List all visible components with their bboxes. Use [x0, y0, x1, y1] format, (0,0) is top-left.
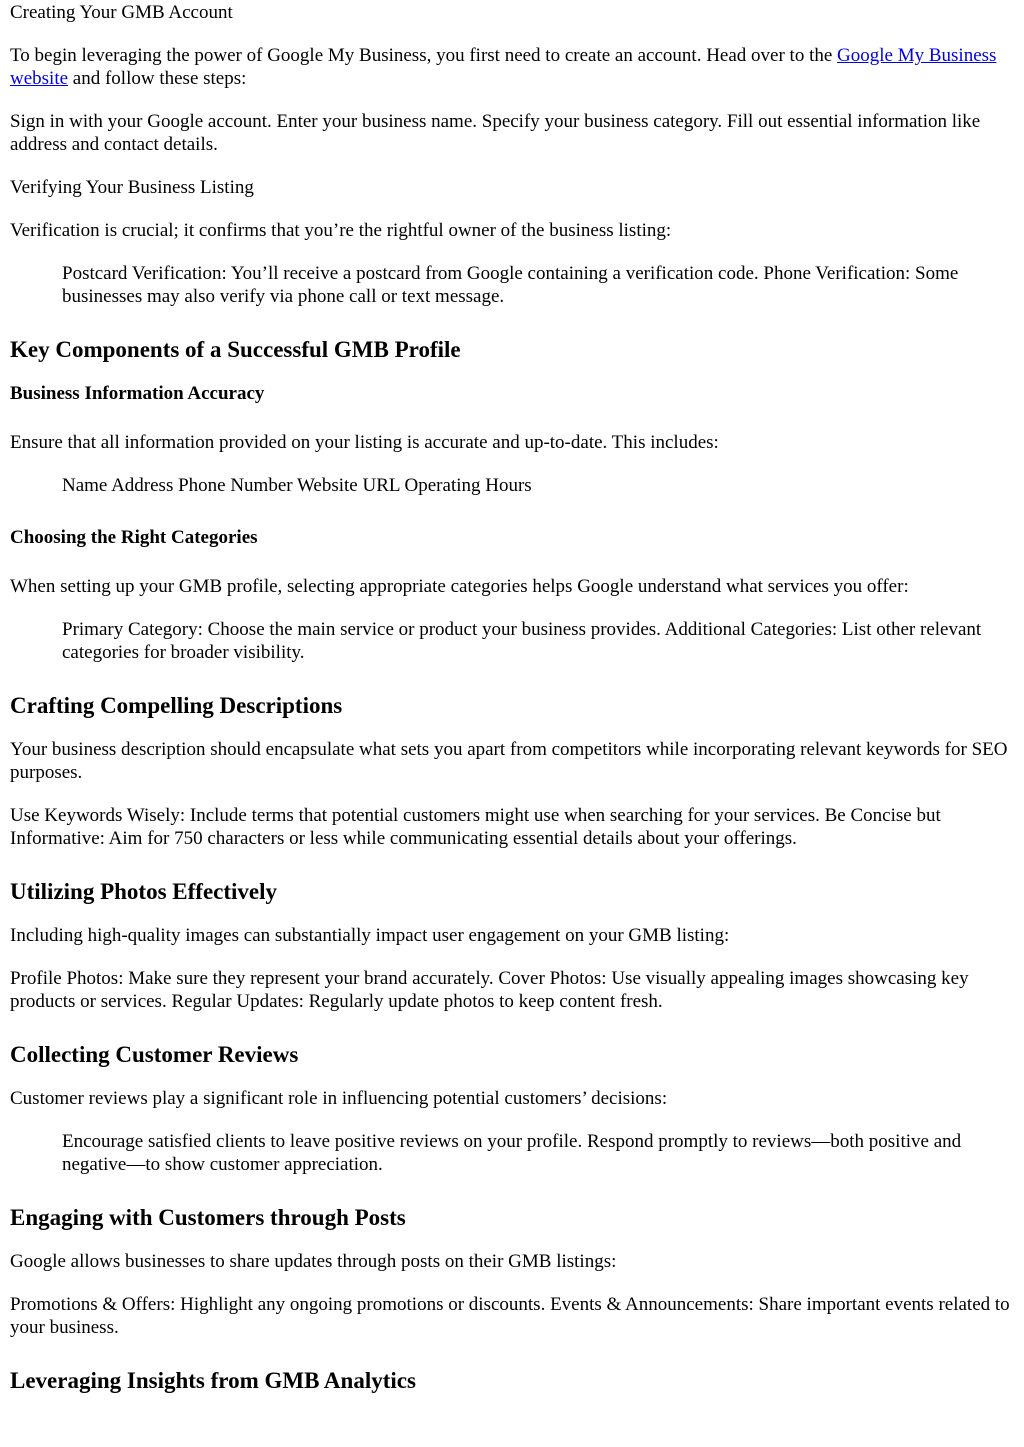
business-info-list: Name Address Phone Number Website URL Operating Hours — [62, 475, 532, 496]
verify-intro: Verification is crucial; it confirms that you’re the rightful owner of the business listing: — [10, 220, 672, 241]
create-account-intro — [10, 44, 1014, 90]
categories-quote: Primary Category: Choose the main service or product your business provides. Additional Categories: List other relevant categories for broader visibility. — [62, 619, 982, 663]
reviews-intro: Customer reviews play a significant role in influencing potential customers’ decisions: — [10, 1088, 668, 1109]
heading-key-components: Key Components of a Successful GMB Profile — [10, 337, 461, 362]
heading-photos: Utilizing Photos Effectively — [10, 879, 278, 904]
intro-text-before-link: To begin leveraging the power of Google My Business, you first need to create an account. Head over to the — [10, 45, 838, 66]
descriptions-intro: Your business description should encapsulate what sets you apart from competitors while incorporating relevant keywords for SEO purposes. — [10, 739, 1008, 783]
heading-insights: Leveraging Insights from GMB Analytics — [10, 1368, 416, 1393]
photos-intro: Including high-quality images can substantially impact user engagement on your GMB listing: — [10, 925, 730, 946]
section-heading-verify-listing: Verifying Your Business Listing — [10, 177, 254, 198]
categories-intro: When setting up your GMB profile, selecting appropriate categories helps Google understand what services you offer: — [10, 576, 909, 597]
business-info-intro: Ensure that all information provided on your listing is accurate and up-to-date. This includes: — [10, 432, 719, 453]
heading-business-info: Business Information Accuracy — [10, 383, 265, 404]
heading-descriptions: Crafting Compelling Descriptions — [10, 693, 343, 718]
heading-posts: Engaging with Customers through Posts — [10, 1205, 406, 1230]
photos-tips: Profile Photos: Make sure they represent your brand accurately. Cover Photos: Use visually appealing images showcasing key products or services. Regular Updates: Regularly update photos to keep content fresh. — [10, 968, 969, 1012]
verify-methods-quote: Postcard Verification: You’ll receive a postcard from Google containing a verification code. Phone Verification: Some businesses may also verify via phone call or text message. — [62, 263, 959, 307]
intro-text-after-link: and follow these steps: — [68, 68, 247, 89]
create-account-steps: Sign in with your Google account. Enter your business name. Specify your business category. Fill out essential information like address and contact details. — [10, 111, 981, 155]
reviews-quote: Encourage satisfied clients to leave positive reviews on your profile. Respond promptly to reviews—both positive and negative—to show customer appreciation. — [62, 1131, 962, 1175]
heading-reviews: Collecting Customer Reviews — [10, 1042, 299, 1067]
section-heading-create-account: Creating Your GMB Account — [10, 2, 233, 23]
posts-intro: Google allows businesses to share updates through posts on their GMB listings: — [10, 1251, 617, 1272]
google-my-business-link[interactable]: Google My Business website — [10, 45, 997, 89]
descriptions-tips: Use Keywords Wisely: Include terms that potential customers might use when searching for your services. Be Concise but Informative: Aim for 750 characters or less while communicating essential details about your offerings. — [10, 805, 941, 849]
heading-categories: Choosing the Right Categories — [10, 527, 258, 548]
posts-tips: Promotions & Offers: Highlight any ongoing promotions or discounts. Events & Announcements: Share important events related to your business. — [10, 1294, 1010, 1338]
